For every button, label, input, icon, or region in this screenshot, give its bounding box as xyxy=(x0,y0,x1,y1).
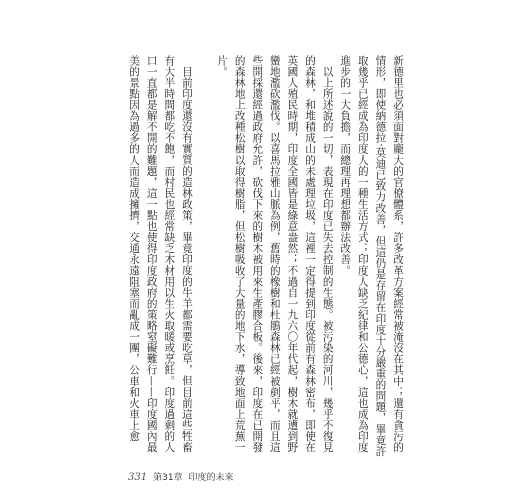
page-number: 331 xyxy=(128,472,148,483)
body-text xyxy=(124,55,406,460)
chapter-label: 第31章 xyxy=(153,473,183,483)
paragraph: 新德里也必須面對龐大的官僚體系，許多改革方案經常被淹沒在其中；還有貪污的情形，即使納德拉‧莫迪已致力改善，但這仍是存留在印度十分嚴重的問題，畢竟許取幾乎已經成為印度人的一種生活方式；印度人缺乏紀律和公德心，這也成為印度進步的一大負擔，而總理再理想都辦法改善。 xyxy=(339,55,404,457)
chapter-title: 印度的未來 xyxy=(188,473,234,483)
paragraph: 以上所述說的一切，表現在印度已失去控制的生態。被污染的河川，幾乎不復見的森林，和堆積成山的未處理垃圾，這裡一定得提到印度從前有森林密布，即使在英國人殖民時期，印度全國皆是綠意盎然；不過自一九六〇年代起，樹木就遭到野蠻地濫砍濫伐。以喜馬拉雅山脈為例，舊時的橡樹和杜鵑森林已經被剷平，而且這些開採還經過政府允許，砍伐下來的樹木被用來生產膠合板。後來，印度在已開發的森林地上改種松樹以取得樹脂，但松樹吸收了大量的地下水，導致地面上荒蕪一片。 xyxy=(216,55,334,453)
paragraph: 目前印度還沒有實質的造林政策，畢竟印度的牛羊都需要吃草，但目前這些牲畜有大半時間都吃不飽，而村民也經常缺乏木材用以生火取暖或烹飪。印度過剩的人口一直都是解不開的難題，這一點也使得印度政府的策略窒礙難行——印度國內最美的景點因為過多的人而造成擁擠，交通永遠阻塞而亂成一團，公車和火車上愈 xyxy=(128,55,193,453)
page-footer xyxy=(128,470,234,483)
